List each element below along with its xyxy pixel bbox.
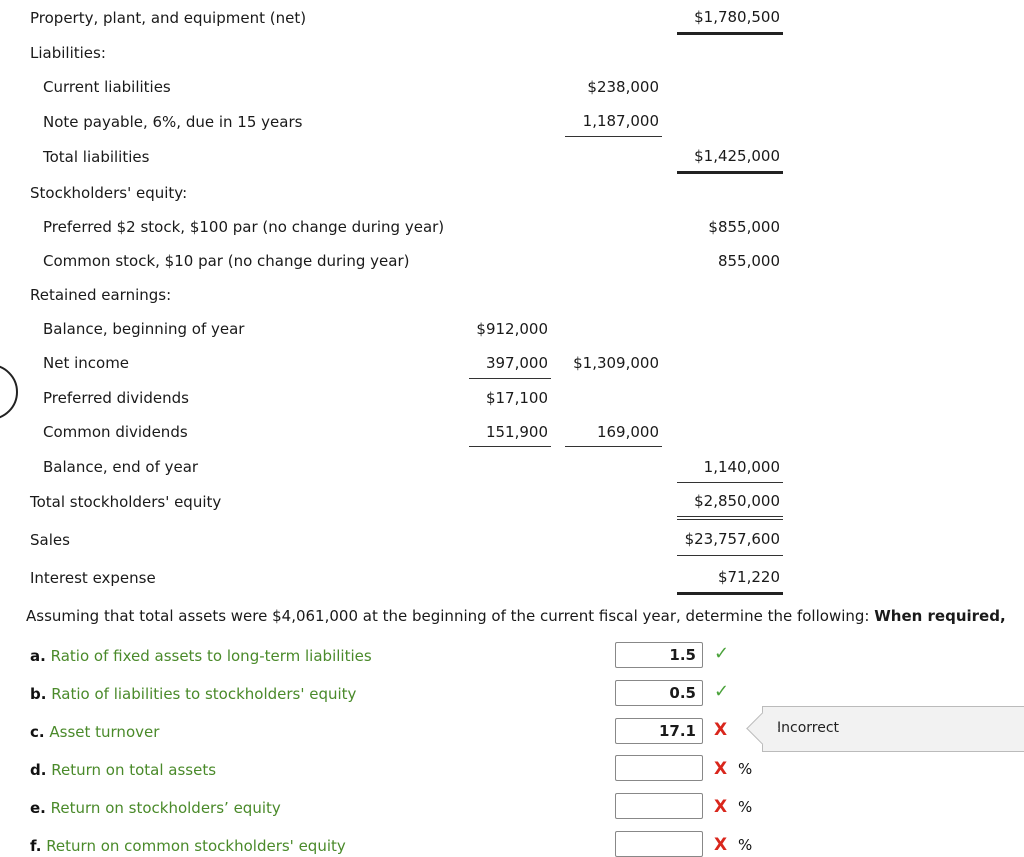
ppe-value: $1,780,500 bbox=[694, 8, 780, 26]
ppe-label: Property, plant, and equipment (net) bbox=[30, 9, 307, 27]
preferred-stock-label: Preferred $2 stock, $100 par (no change during year) bbox=[43, 218, 445, 236]
question-f bbox=[30, 837, 346, 855]
answer-input-f[interactable] bbox=[615, 831, 703, 857]
preferred-stock-value: $855,000 bbox=[708, 218, 780, 236]
note-payable-value: 1,187,000 bbox=[582, 112, 659, 130]
question-label: Asset turnover bbox=[49, 723, 160, 741]
question-letter: f. bbox=[30, 837, 42, 855]
question-b bbox=[30, 685, 356, 703]
divider bbox=[677, 519, 783, 520]
incorrect-x-icon: X bbox=[714, 759, 728, 779]
question-a bbox=[30, 647, 372, 665]
net-income-subtotal: $1,309,000 bbox=[573, 354, 659, 372]
incorrect-tooltip: Incorrect bbox=[762, 706, 1024, 752]
divider bbox=[677, 482, 783, 483]
question-letter: e. bbox=[30, 799, 46, 817]
nav-circle-button[interactable] bbox=[0, 364, 18, 420]
divider bbox=[677, 592, 783, 595]
incorrect-x-icon: X bbox=[714, 835, 728, 855]
answer-input-b[interactable]: 0.5 bbox=[615, 680, 703, 706]
incorrect-x-icon: X bbox=[714, 797, 728, 817]
correct-check-icon: ✓ bbox=[714, 643, 730, 664]
total-equity-value: $2,850,000 bbox=[694, 492, 780, 510]
note-payable-label: Note payable, 6%, due in 15 years bbox=[43, 113, 303, 131]
common-dividends-value: 151,900 bbox=[485, 423, 548, 441]
divider bbox=[677, 171, 783, 174]
net-income-label: Net income bbox=[43, 354, 130, 372]
divider bbox=[677, 516, 783, 517]
question-d bbox=[30, 761, 216, 779]
current-liabilities-value: $238,000 bbox=[587, 78, 659, 96]
common-stock-label: Common stock, $10 par (no change during year) bbox=[43, 252, 410, 270]
percent-unit: % bbox=[738, 836, 753, 854]
question-label: Return on common stockholders' equity bbox=[46, 837, 346, 855]
answer-input-c[interactable]: 17.1 bbox=[615, 718, 703, 744]
question-letter: c. bbox=[30, 723, 45, 741]
correct-check-icon: ✓ bbox=[714, 681, 730, 702]
total-equity-label: Total stockholders' equity bbox=[30, 493, 222, 511]
preferred-dividends-label: Preferred dividends bbox=[43, 389, 189, 407]
liabilities-heading: Liabilities: bbox=[30, 44, 106, 62]
net-income-value: 397,000 bbox=[485, 354, 548, 372]
answer-input-a[interactable]: 1.5 bbox=[615, 642, 703, 668]
question-letter: a. bbox=[30, 647, 46, 665]
question-letter: b. bbox=[30, 685, 47, 703]
divider bbox=[677, 32, 783, 35]
total-liabilities-label: Total liabilities bbox=[43, 148, 150, 166]
percent-unit: % bbox=[738, 760, 753, 778]
interest-expense-value: $71,220 bbox=[717, 568, 780, 586]
question-letter: d. bbox=[30, 761, 47, 779]
common-stock-value: 855,000 bbox=[717, 252, 780, 270]
re-end-label: Balance, end of year bbox=[43, 458, 199, 476]
divider bbox=[565, 136, 662, 137]
sales-label: Sales bbox=[30, 531, 70, 549]
question-label: Ratio of fixed assets to long-term liabilities bbox=[50, 647, 372, 665]
common-dividends-subtotal: 169,000 bbox=[596, 423, 659, 441]
divider bbox=[677, 555, 783, 556]
divider bbox=[469, 446, 551, 447]
re-beginning-value: $912,000 bbox=[476, 320, 548, 338]
question-c bbox=[30, 723, 159, 741]
percent-unit: % bbox=[738, 798, 753, 816]
common-dividends-label: Common dividends bbox=[43, 423, 188, 441]
retained-earnings-heading: Retained earnings: bbox=[30, 286, 172, 304]
divider bbox=[565, 446, 662, 447]
divider bbox=[469, 378, 551, 379]
question-e bbox=[30, 799, 281, 817]
instructions-bold: When required, bbox=[874, 607, 1006, 625]
instructions-text: Assuming that total assets were $4,061,000 at the beginning of the current fiscal year, determine the following: bbox=[26, 607, 875, 625]
total-liabilities-value: $1,425,000 bbox=[694, 147, 780, 165]
question-label: Return on total assets bbox=[51, 761, 217, 779]
question-label: Ratio of liabilities to stockholders' equity bbox=[51, 685, 357, 703]
sales-value: $23,757,600 bbox=[684, 530, 780, 548]
current-liabilities-label: Current liabilities bbox=[43, 78, 171, 96]
re-beginning-label: Balance, beginning of year bbox=[43, 320, 245, 338]
question-label: Return on stockholders’ equity bbox=[50, 799, 281, 817]
preferred-dividends-value: $17,100 bbox=[485, 389, 548, 407]
re-end-value: 1,140,000 bbox=[703, 458, 780, 476]
interest-expense-label: Interest expense bbox=[30, 569, 156, 587]
incorrect-x-icon: X bbox=[714, 720, 728, 740]
answer-input-d[interactable] bbox=[615, 755, 703, 781]
instructions bbox=[26, 607, 1006, 625]
equity-heading: Stockholders' equity: bbox=[30, 184, 188, 202]
answer-input-e[interactable] bbox=[615, 793, 703, 819]
